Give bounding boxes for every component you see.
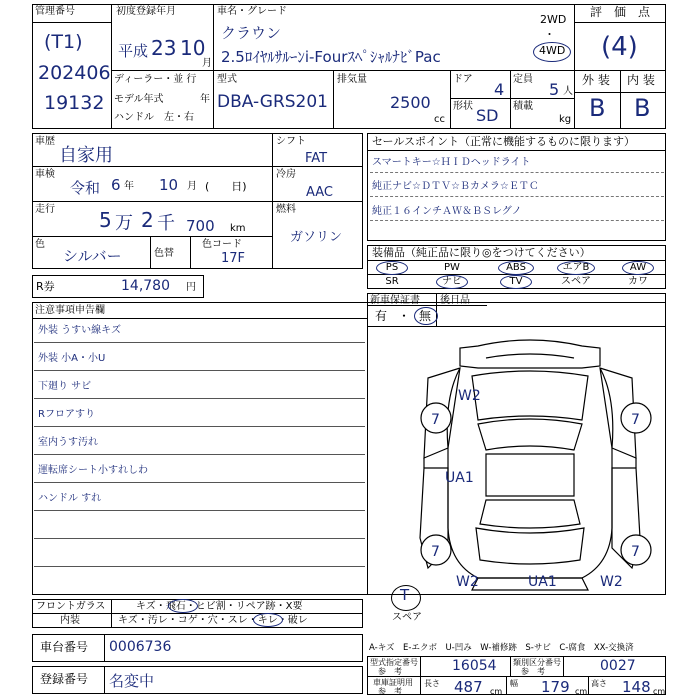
fuel-label: 燃料: [276, 204, 296, 215]
glass-options: キズ・飛石・ヒビ割・リペア跡・X要: [136, 601, 303, 612]
first-reg-year: 23: [151, 36, 177, 60]
drive-2wd: 2WD: [540, 13, 567, 26]
mileage-unit: km: [230, 223, 246, 234]
mark-7-rear-right: 7: [631, 544, 640, 560]
color-label: 色: [35, 239, 45, 250]
equip-aw: AW: [629, 262, 647, 273]
month-unit: 月: [202, 58, 212, 69]
length-unit: cm: [490, 687, 503, 696]
note-line-3: 下廻り サビ: [38, 381, 92, 392]
height-value: 148: [622, 678, 651, 696]
reg-label: 登録番号: [40, 672, 89, 686]
color-change-label: 色替: [154, 248, 174, 259]
shaken-year: 6: [111, 176, 121, 194]
class-no-sub: 参 考: [521, 667, 545, 676]
spare-mark: T: [400, 586, 410, 604]
mileage-sen-unit: 千: [157, 213, 175, 234]
ac-value: AAC: [306, 185, 333, 200]
after-item-label: 後日品: [440, 295, 470, 306]
handle-label: ハンドル 左・右: [114, 112, 194, 123]
width-value: 179: [541, 678, 570, 696]
shift-value: FAT: [305, 151, 328, 166]
chassis-label: 車台番号: [40, 640, 89, 654]
mark-7-front-left: 7: [431, 412, 440, 428]
note-line-5: 室内うす汚れ: [38, 437, 98, 448]
drive-dot: ・: [544, 28, 555, 41]
model-value: DBA-GRS201: [217, 92, 328, 112]
reg-value: 名変中: [109, 672, 155, 690]
warranty-sep: ・: [398, 309, 411, 323]
displacement-unit: cc: [434, 114, 445, 125]
mark-ua1-rear: UA1: [528, 574, 557, 590]
mark-w2-rear-left: W2: [456, 574, 479, 590]
type-no-label: 型式指定番号: [370, 658, 418, 667]
ac-label: 冷房: [276, 169, 296, 180]
capacity-unit: 人: [563, 86, 573, 97]
mark-w2-front-left: W2: [458, 388, 481, 404]
mileage-rest: 700: [186, 217, 215, 235]
color-code-value: 17F: [221, 251, 246, 266]
note-line-7: ハンドル すれ: [38, 493, 102, 504]
kanri-label: 管理番号: [35, 6, 75, 17]
car-name-label: 車名・グレード: [217, 6, 287, 17]
car-outline: [420, 340, 640, 590]
equip-sr: SR: [385, 276, 399, 287]
shift-label: シフト: [276, 136, 306, 147]
class-no-value: 0027: [600, 658, 636, 674]
first-reg-era: 平成: [118, 42, 149, 60]
equip-abs: ABS: [506, 262, 526, 273]
height-label: 高さ: [591, 679, 607, 688]
equipment-title: 装備品（純正品に限り◎をつけてください）: [372, 246, 591, 259]
first-reg-month: 10: [180, 36, 206, 60]
interior-grade: B: [634, 94, 651, 122]
height-unit: cm: [653, 687, 666, 696]
equip-spare: スペア: [561, 276, 591, 287]
load-label: 積載: [513, 101, 533, 112]
load-unit: kg: [559, 114, 572, 125]
exterior-grade: B: [589, 94, 606, 122]
exterior-label: 外 装: [582, 73, 610, 87]
shaken-month-unit: 月: [187, 181, 197, 192]
displacement-value: 2500: [390, 93, 431, 112]
cert-sub: 参 考: [378, 687, 402, 696]
chassis-value: 0006736: [109, 639, 172, 655]
equip-airbag: エアB: [562, 262, 590, 273]
shaken-day: ( 日): [205, 180, 247, 193]
fuel-value: ガソリン: [290, 230, 343, 245]
note-line-1: 外装 うすい線キズ: [38, 325, 121, 336]
sales-line-3: 純正１６インチＡＷ＆ＢＳレグノ: [372, 206, 522, 217]
mileage-label: 走行: [35, 204, 55, 215]
model-year-unit: 年: [200, 94, 210, 105]
damage-legend: A-キズ E-エクボ U-凹み W-補修跡 S-サビ C-腐食 XX-交換済: [369, 643, 634, 653]
history-value: 自家用: [59, 145, 113, 166]
type-no-value: 16054: [452, 658, 497, 674]
shape-label: 形状: [453, 101, 473, 112]
note-line-2: 外装 小A・小U: [38, 353, 106, 364]
kanri-line-1: (T1): [44, 31, 83, 53]
r-ticket: [32, 275, 204, 298]
equip-navi: ナビ: [442, 276, 462, 287]
mark-7-front-right: 7: [631, 412, 640, 428]
interior-options: キズ・汚レ・コゲ・穴・スレ・キレ・破レ: [118, 615, 308, 626]
warranty-yes: 有: [375, 309, 388, 323]
model-label: 型式: [217, 74, 237, 85]
score-label: 評 価 点: [590, 5, 651, 19]
color-code-label: 色コード: [202, 239, 242, 250]
mileage-man: 5: [99, 208, 112, 232]
model-year-label: モデル年式: [114, 94, 164, 105]
shape-value: SD: [476, 106, 499, 125]
equip-tv: TV: [509, 276, 523, 287]
note-line-4: Rフロアすり: [38, 409, 95, 420]
door-value: 4: [494, 80, 505, 99]
r-ticket-unit: 円: [186, 282, 196, 293]
warranty-no: 無: [419, 309, 432, 323]
car-name: クラウン: [221, 24, 282, 42]
type-no-sub: 参 考: [378, 667, 402, 676]
door-label: ドア: [453, 74, 473, 85]
drive-4wd: 4WD: [539, 44, 566, 57]
cert-label: 車庫証明用: [373, 678, 413, 687]
equip-pw: PW: [444, 262, 460, 273]
r-ticket-label: R券: [36, 280, 55, 293]
width-unit: cm: [575, 687, 588, 696]
score-value: (4): [601, 32, 638, 62]
class-no-label: 類別区分番号: [513, 658, 561, 667]
first-reg-label: 初度登録年月: [116, 6, 176, 17]
mileage-man-unit: 万: [115, 213, 133, 234]
history-label: 車歴: [35, 136, 55, 147]
displacement-label: 排気量: [337, 74, 367, 85]
kanri-line-3: 19132: [44, 92, 105, 114]
sales-title: セールスポイント（正常に機能するものに限ります）: [372, 135, 636, 148]
shaken-era: 令和: [70, 179, 101, 197]
equip-ps: PS: [385, 262, 399, 273]
mark-7-rear-left: 7: [431, 544, 440, 560]
width-label: 幅: [510, 679, 518, 688]
shaken-month: 10: [159, 176, 179, 194]
warranty-label: 新車保証書: [370, 295, 420, 306]
interior-row-label: 内装: [60, 615, 80, 626]
mark-w2-rear-right: W2: [600, 574, 623, 590]
sales-line-2: 純正ナビ☆ＤＴＶ☆Ｂカメラ☆ＥＴＣ: [372, 181, 539, 192]
capacity-label: 定員: [513, 74, 533, 85]
glass-label: フロントガラス: [36, 601, 106, 612]
spare-label: スペア: [392, 612, 422, 623]
length-label: 長さ: [424, 679, 440, 688]
notes-title: 注意事項申告欄: [35, 305, 105, 316]
interior-label: 内 装: [627, 73, 655, 87]
dealer-label: ディーラー・並 行: [114, 74, 197, 85]
length-value: 487: [454, 678, 483, 696]
sales-line-1: スマートキー☆ＨＩＤヘッドライト: [372, 157, 531, 168]
mark-ua1-left: UA1: [445, 470, 474, 486]
capacity-value: 5: [549, 80, 560, 99]
note-line-6: 運転席シート小すれしわ: [38, 465, 148, 476]
car-damage-diagram: [368, 328, 665, 594]
car-grade: 2.5ﾛｲﾔﾙｻﾙｰﾝi-FourｽﾍﾟｼｬﾙﾅﾋﾞPac: [221, 48, 441, 66]
kanri-line-2: 202406: [38, 62, 111, 84]
r-ticket-value: 14,780: [121, 278, 170, 294]
equip-leather: カワ: [628, 276, 648, 287]
mileage-sen: 2: [141, 208, 154, 232]
shaken-label: 車検: [35, 169, 55, 180]
color-value: シルバー: [63, 247, 122, 265]
shaken-year-unit: 年: [124, 181, 134, 192]
